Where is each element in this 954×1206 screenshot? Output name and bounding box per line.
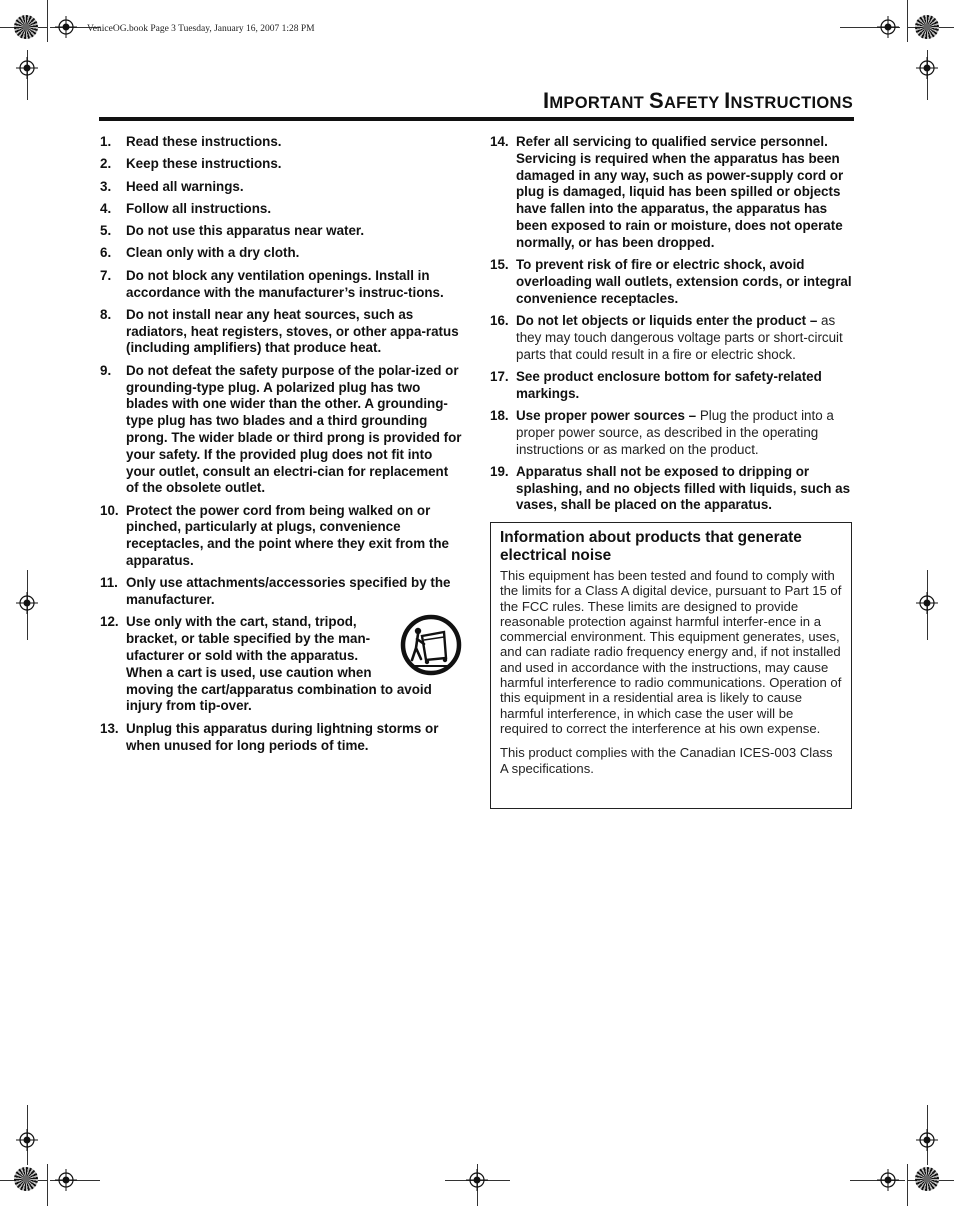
- list-item: [100, 223, 462, 240]
- list-item: [490, 464, 854, 514]
- registration-mark-icon: [55, 1169, 77, 1191]
- item-text: Read these instructions.: [126, 134, 282, 149]
- cart-tip-over-warning-icon: [400, 614, 462, 676]
- print-color-bar-icon: [915, 1167, 939, 1191]
- list-item: [490, 313, 854, 363]
- list-item: [100, 134, 462, 151]
- list-item: [100, 575, 462, 609]
- item-text: Only use attachments/accessories specified by the manufacturer.: [126, 575, 451, 608]
- title-cap: I: [724, 88, 731, 113]
- list-item: [490, 369, 854, 403]
- item-number: 17.: [490, 368, 509, 384]
- item-number: 5.: [100, 223, 112, 239]
- instructions-right-column: [490, 134, 854, 520]
- item-number: 15.: [490, 257, 509, 273]
- info-box-heading: Information about products that generate electrical noise: [500, 529, 802, 564]
- list-item: [100, 156, 462, 173]
- item-text: Use proper power sources –: [516, 407, 700, 423]
- print-color-bar-icon: [915, 15, 939, 39]
- item-text: Do not let objects or liquids enter the product –: [516, 312, 822, 328]
- crop-line: [907, 0, 908, 42]
- title-rest: NSTRUCTIONS: [730, 94, 853, 112]
- registration-mark-icon: [16, 592, 38, 614]
- item-number: 3.: [100, 178, 112, 194]
- title-cap: I: [542, 88, 550, 113]
- title-rule: [99, 117, 854, 121]
- electrical-noise-info-box: [490, 522, 852, 809]
- list-item: [100, 268, 462, 302]
- item-text: Heed all warnings.: [126, 178, 244, 194]
- list-item: [100, 614, 462, 715]
- item-text: Clean only with a dry cloth.: [126, 245, 300, 261]
- item-text: Protect the power cord from being walked on or pinched, particularly at plugs, convenience receptacles, and the point where they exit from the apparatus.: [126, 502, 449, 569]
- item-number: 12.: [100, 614, 119, 630]
- registration-mark-icon: [466, 1169, 488, 1191]
- item-number: 16.: [490, 312, 509, 328]
- item-text: Do not install near any heat sources, such as radiators, heat registers, stoves, or other appa-ratus (including amplifiers) that produce heat.: [126, 306, 459, 356]
- item-number: 8.: [100, 306, 112, 322]
- registration-mark-icon: [877, 1169, 899, 1191]
- print-color-bar-icon: [14, 15, 38, 39]
- crop-line: [47, 1164, 48, 1206]
- list-item: [490, 134, 854, 252]
- item-text: Do not defeat the safety purpose of the polar-ized or grounding-type plug. A polarized plug has two blades with one wider than the other. A grounding-type plug has two blades and a third grounding prong. The wider blade or third prong is provided for your safety. If the provided plug does not fit into your outlet, consult an electri-cian for replacement of the obsolete outlet.: [126, 362, 462, 496]
- item-text: Unplug this apparatus during lightning storms or when unused for long periods of time.: [126, 720, 439, 753]
- item-number: 1.: [100, 134, 112, 149]
- item-number: 6.: [100, 245, 112, 261]
- item-number: 10.: [100, 502, 119, 518]
- crop-line: [907, 1164, 908, 1206]
- page-slug: VeniceOG.book Page 3 Tuesday, January 16, 2007 1:28 PM: [87, 24, 315, 34]
- list-item: [100, 721, 462, 755]
- registration-mark-icon: [16, 57, 38, 79]
- registration-mark-icon: [55, 16, 77, 38]
- registration-mark-icon: [916, 1129, 938, 1151]
- registration-mark-icon: [877, 16, 899, 38]
- page-title: [543, 88, 853, 114]
- item-text: See product enclosure bottom for safety-related markings.: [516, 368, 822, 401]
- item-number: 19.: [490, 463, 509, 479]
- list-item: [100, 503, 462, 570]
- item-number: 9.: [100, 362, 112, 378]
- item-number: 7.: [100, 267, 112, 283]
- list-item: [100, 307, 462, 357]
- print-color-bar-icon: [14, 1167, 38, 1191]
- list-item: [100, 363, 462, 497]
- instructions-left-column: [100, 134, 462, 760]
- list-item: [490, 257, 854, 307]
- item-number: 4.: [100, 200, 112, 216]
- list-item: [100, 245, 462, 262]
- item-number: 11.: [100, 575, 118, 591]
- info-box-paragraph: This equipment has been tested and found to comply with the limits for a Class A digital device, pursuant to Part 15 of the FCC rules. These limits are designed to provide reasonable protection against harmful interfer-ence in a commercial environment. This equipment generates, uses, and can radiate radio frequency energy and, if not installed and used in accordance with the instructions, may cause harmful interference to radio communications. Operation of this equipment in a residential area is likely to cause harmful interference, in which case the user will be required to correct the interference at his own expense.: [500, 568, 842, 736]
- info-box-paragraph: This product complies with the Canadian ICES-003 Class A specifications.: [500, 745, 833, 776]
- item-text: Follow all instructions.: [126, 200, 272, 216]
- item-number: 14.: [490, 134, 509, 149]
- item-text-regular: Plug the product into a proper power source, as described in the operating instructions or as marked on the product.: [516, 407, 834, 457]
- list-item: [100, 179, 462, 196]
- item-text-regular: as they may touch dangerous voltage parts or short-circuit parts that could result in a fire or electric shock.: [516, 312, 843, 362]
- item-text: To prevent risk of fire or electric shock, avoid overloading wall outlets, extension cords, or integral convenience receptacles.: [516, 257, 852, 306]
- item-number: 2.: [100, 156, 112, 172]
- crop-line: [47, 0, 48, 42]
- item-number: 13.: [100, 720, 119, 736]
- list-item: [490, 408, 854, 458]
- title-rest: MPORTANT: [549, 94, 649, 112]
- item-text: Keep these instructions.: [126, 156, 282, 172]
- item-text: Refer all servicing to qualified service personnel. Servicing is required when the apparatus has been damaged in any way, such as power-supply cord or plug is damaged, liquid has been spilled or objects have fallen into the apparatus, the apparatus has been exposed to rain or moisture, does not operate normally, or has been dropped.: [516, 134, 844, 250]
- registration-mark-icon: [916, 57, 938, 79]
- registration-mark-icon: [916, 592, 938, 614]
- list-item: [100, 201, 462, 218]
- item-text: Do not use this apparatus near water.: [126, 223, 365, 239]
- item-number: 18.: [490, 407, 509, 423]
- title-rest: AFETY: [663, 94, 725, 112]
- title-cap: S: [648, 88, 664, 113]
- item-text: Apparatus shall not be exposed to dripping or splashing, and no objects filled with liquids, such as vases, shall be placed on the apparatus.: [516, 463, 851, 513]
- item-text: Do not block any ventilation openings. Install in accordance with the manufacturer’s instruc-tions.: [126, 267, 444, 300]
- registration-mark-icon: [16, 1129, 38, 1151]
- item-text: Use only with the cart, stand, tripod, bracket, or table specified by the man-ufacturer or sold with the apparatus. When a cart is used, use caution when moving the cart/apparatus combination to avoid injury from tip-over.: [126, 614, 432, 714]
